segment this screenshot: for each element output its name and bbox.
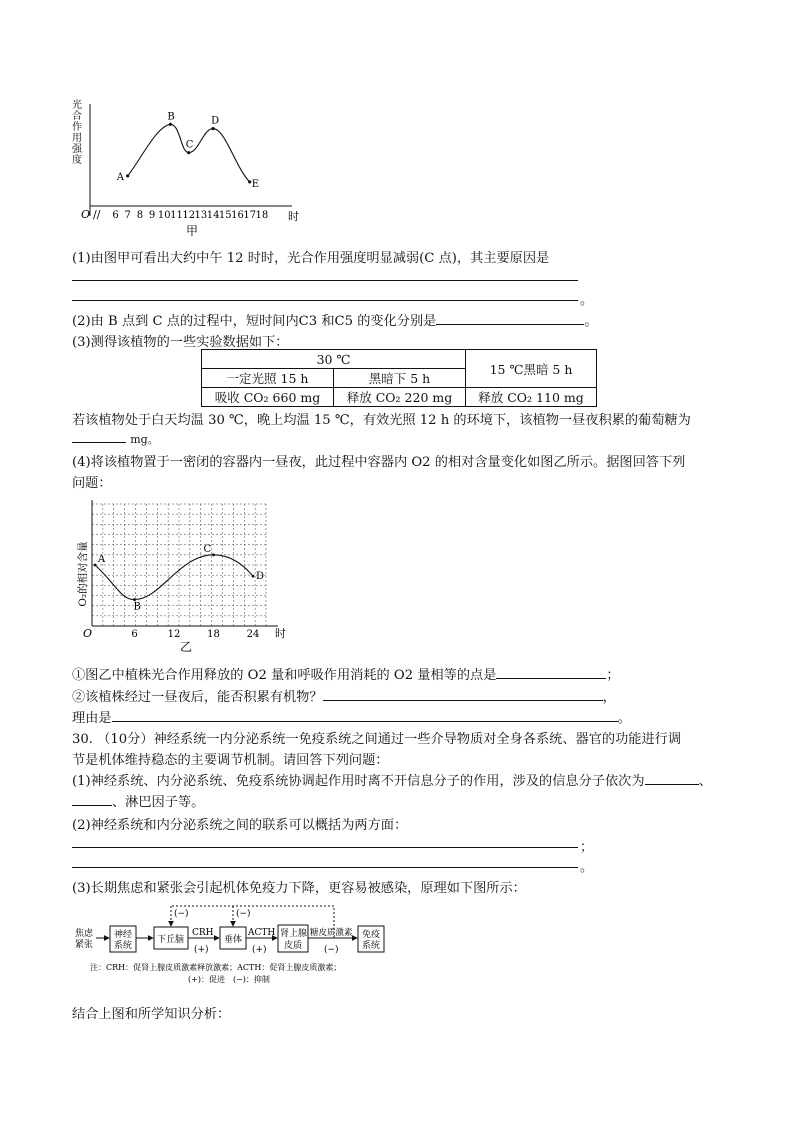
box-nervous-l2: 系统 — [114, 941, 133, 951]
q3b-unit: mg。 — [130, 433, 159, 446]
q4-2-end: ， — [602, 690, 616, 705]
point-label-C: C — [185, 139, 194, 151]
flow-diagram — [72, 900, 392, 990]
cell-absorb-co2: 吸收 CO₂ 660 mg — [202, 388, 334, 407]
x-tick-label: 8 — [136, 210, 144, 221]
start-tension: 紧张 — [75, 940, 94, 950]
x-tick-label: 11 — [170, 210, 183, 221]
box-hypothalamus-label: 下丘脑 — [157, 935, 185, 945]
box-adrenal-l2: 皮质 — [284, 941, 303, 951]
experiment-table — [201, 349, 597, 407]
x-unit-yi: 时 — [275, 627, 286, 640]
q3-text: (3)测得该植物的一些实验数据如下： — [72, 335, 289, 350]
flow-note-1: 注：CRH：促肾上腺皮质激素释放激素；ACTH：促肾上腺皮质激素； — [90, 963, 342, 972]
axis-break-jia: // — [93, 208, 101, 221]
q30-2-end-2: 。 — [580, 860, 594, 875]
origin-jia: O — [81, 208, 91, 221]
q4-1-text: ①图乙中植株光合作用释放的 O2 量和呼吸作用消耗的 O2 量相等的点是 — [72, 668, 497, 683]
cell-release-co2-15: 释放 CO₂ 110 mg — [466, 388, 597, 407]
q30-2-answer-line-2[interactable] — [72, 867, 578, 868]
caption-jia: 甲 — [186, 224, 199, 238]
arrow-gc-label: 糖皮质激素 — [310, 928, 353, 938]
point-label-A: A — [98, 554, 106, 565]
q30-1-blank-1[interactable] — [645, 772, 699, 785]
q30-3-text: (3)长期焦虑和紧张会引起机体免疫力下降，更容易被感染，原理如下图所示： — [72, 881, 526, 896]
q3b-blank[interactable] — [72, 430, 126, 443]
box-immune-l1: 免疫 — [362, 930, 381, 940]
arrow-acth-label: ACTH — [248, 928, 276, 938]
q4-2-blank[interactable] — [323, 688, 603, 701]
point-C — [212, 553, 215, 556]
x-tick-label: 15 — [218, 210, 232, 221]
box-immune-l2: 系统 — [362, 941, 381, 951]
point-label-A: A — [116, 171, 124, 183]
arrow-gc-sign: (−) — [324, 945, 339, 955]
box-nervous-l1: 神经 — [114, 930, 133, 940]
x-tick-label: 24 — [246, 629, 260, 640]
q1-answer-line-1[interactable] — [72, 280, 578, 281]
grid-yi — [92, 504, 266, 626]
point-C — [187, 151, 190, 154]
q1-answer-line-2[interactable] — [72, 300, 578, 301]
y-label-char: 作 — [72, 122, 82, 133]
point-D — [212, 127, 215, 130]
q4-3-text: 理由是 — [72, 711, 112, 726]
q2-blank[interactable] — [436, 312, 584, 325]
q2-line — [72, 310, 598, 329]
q30-2-end-1: ； — [580, 840, 594, 855]
q1-text: (1)由图甲可看出大约中午 12 时时，光合作用强度明显减弱(C 点)，其主要原因是 — [72, 251, 550, 266]
point-B — [133, 598, 136, 601]
curve-yi — [95, 555, 253, 600]
caption-yi: 乙 — [180, 640, 193, 654]
point-label-B: B — [167, 111, 175, 123]
q4-2-text: ②该植株经过一昼夜后，能否积累有机物？ — [72, 690, 323, 705]
arrow-acth-sign: (+) — [252, 945, 267, 955]
arrow-crh-label: CRH — [192, 928, 214, 938]
point-A — [126, 174, 129, 177]
q4-3-end: 。 — [617, 711, 631, 726]
q30-1-line — [72, 770, 712, 789]
x-tick-label: 17 — [243, 210, 257, 221]
y-label-char: 度 — [72, 155, 82, 166]
y-axis-label-jia — [72, 98, 83, 166]
th-30c: 30 ℃ — [202, 350, 466, 369]
q4-3-blank[interactable] — [112, 709, 618, 722]
cell-release-co2-30: 释放 CO₂ 220 mg — [334, 388, 466, 407]
x-tick-label: 18 — [207, 629, 220, 640]
x-tick-label: 13 — [194, 210, 208, 221]
q4-line-1: (4)将该植物置于一密闭的容器内一昼夜，此过程中容器内 O2 的相对含量变化如图乙所示。据图回答下列 — [72, 455, 686, 470]
x-tick-label: 10 — [157, 210, 171, 221]
x-tick-label: 14 — [206, 210, 220, 221]
y-label-char: 光 — [72, 100, 82, 111]
th-dark: 黑暗下 5 h — [334, 369, 466, 388]
points-yi — [94, 544, 264, 613]
x-tick-label: 7 — [124, 210, 131, 221]
point-label-C: C — [203, 543, 212, 555]
point-B — [169, 123, 172, 126]
th-15c-dark: 15 ℃黑暗 5 h — [466, 350, 597, 388]
point-label-E: E — [251, 178, 260, 190]
th-light: 一定光照 15 h — [202, 369, 334, 388]
q30-1-blank-2[interactable] — [72, 793, 112, 806]
feedback-sign-2: (−) — [236, 909, 251, 919]
q4-3-line — [72, 707, 631, 726]
x-tick-label: 12 — [167, 629, 181, 640]
q30-1-mid: 、 — [698, 774, 712, 789]
q2-end: 。 — [584, 314, 598, 329]
point-A — [94, 564, 97, 567]
q30-line-2: 节是机体维持稳态的主要调节机制。请回答下列问题： — [72, 753, 389, 768]
x-tick-label: 12 — [182, 210, 196, 221]
q2-text: (2)由 B 点到 C 点的过程中，短时间内C3 和C5 的变化分别是 — [72, 314, 437, 329]
closing-text: 结合上图和所学知识分析： — [72, 1007, 231, 1022]
q30-2-text: (2)神经系统和内分泌系统之间的联系可以概括为两方面： — [72, 818, 408, 833]
points-jia — [116, 111, 259, 190]
arrow-crh-sign: (+) — [194, 945, 209, 955]
q30-1-end: 、淋巴因子等。 — [112, 795, 205, 810]
x-unit-jia: 时 — [288, 210, 299, 223]
y-label-char: 强 — [72, 144, 82, 155]
x-ticks-jia — [112, 210, 268, 221]
flow-note-2: (+)：促进 (−)：抑制 — [188, 975, 270, 984]
q30-2-answer-line-1[interactable] — [72, 847, 578, 848]
x-ticks-yi — [131, 629, 259, 640]
box-pituitary-label: 垂体 — [224, 935, 243, 945]
q4-2-line — [72, 686, 616, 705]
point-label-D: D — [256, 571, 265, 583]
y-label-char: 合 — [72, 111, 82, 122]
q30-1-line-2 — [72, 791, 204, 810]
q1-end: 。 — [580, 293, 594, 308]
feedback-sign-1: (−) — [174, 909, 189, 919]
figure-yi — [72, 496, 297, 654]
q30-line-1: 30. （10分）神经系统一内分泌系统一免疫系统之间通过一些介导物质对全身各系统、器官的功能进行调 — [72, 732, 682, 747]
start-anxiety: 焦虑 — [75, 929, 94, 939]
x-tick-label: 9 — [148, 210, 156, 221]
y-label-char: 用 — [72, 133, 82, 144]
x-tick-label: 6 — [112, 210, 119, 221]
x-tick-label: 18 — [255, 210, 269, 221]
q4-line-2: 问题： — [72, 476, 112, 491]
point-label-D: D — [211, 115, 220, 127]
origin-yi: O — [83, 627, 93, 640]
q4-1-line — [72, 664, 620, 683]
q4-1-end: ； — [606, 668, 620, 683]
x-tick-label: 16 — [231, 210, 244, 221]
q30-1-text: (1)神经系统、内分泌系统、免疫系统协调起作用时离不开信息分子的作用，涉及的信息分子依次为 — [72, 774, 645, 789]
point-label-B: B — [133, 601, 141, 613]
box-adrenal-l1: 肾上腺 — [280, 929, 308, 939]
x-tick-label: 6 — [131, 629, 138, 640]
q3b-answer — [72, 430, 159, 447]
figure-jia — [70, 96, 310, 238]
q4-1-blank[interactable] — [496, 666, 606, 679]
y-axis-label-yi: O₂的相对含量 — [77, 541, 89, 607]
q3b-text: 若该植物处于白天均温 30 ℃，晚上均温 15 ℃，有效光照 12 h 的环境下，该植物一昼夜积累的葡萄糖为 — [72, 413, 691, 428]
point-D — [252, 575, 255, 578]
